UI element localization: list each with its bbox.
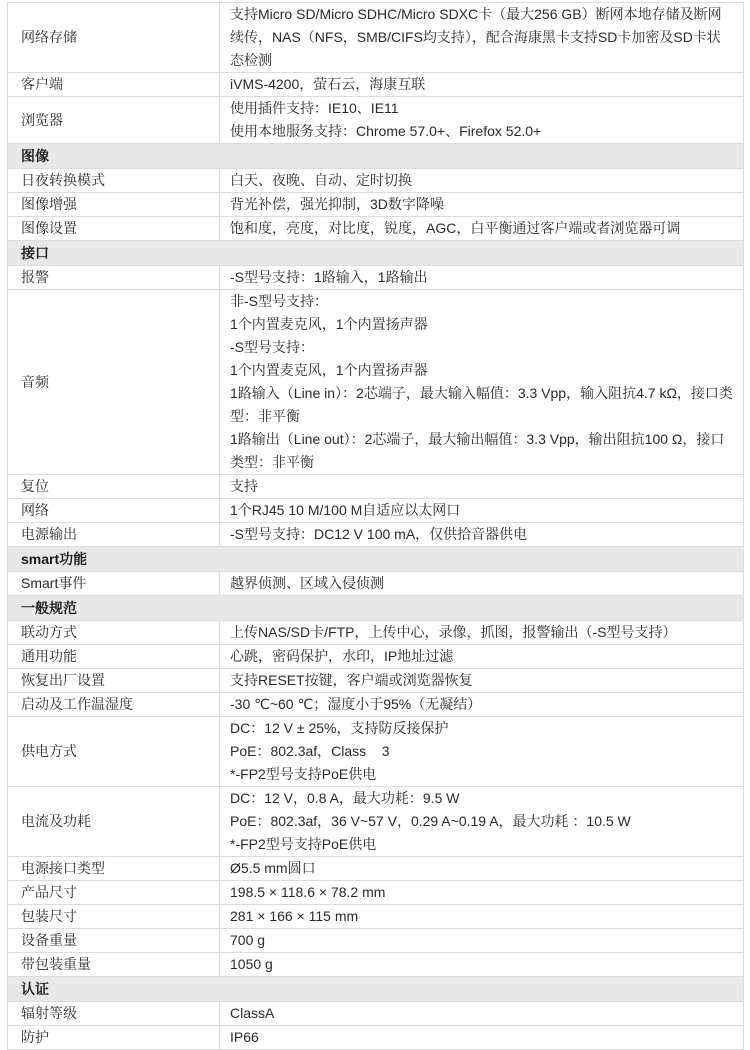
spec-table <box>7 2 744 1050</box>
spec-sheet <box>7 2 744 1050</box>
section-title: 认证 <box>8 977 744 1002</box>
spec-label-cell <box>8 217 220 241</box>
spec-label-cell <box>8 499 220 523</box>
spec-value <box>220 169 744 193</box>
spec-row <box>8 953 744 977</box>
spec-row <box>8 523 744 547</box>
spec-value <box>220 499 744 523</box>
spec-value-line: -S型号支持： <box>230 339 314 355</box>
spec-value-line: *-FP2型号支持PoE供电 <box>230 766 377 782</box>
spec-label-cell <box>8 669 220 693</box>
spec-row <box>8 290 744 475</box>
spec-row <box>8 572 744 596</box>
spec-row <box>8 905 744 929</box>
spec-value-line: 白天、夜晚、自动、定时切换 <box>230 172 412 188</box>
spec-value-line: -S型号支持：1路输入，1路输出 <box>230 269 428 285</box>
spec-label: 供电方式 <box>21 743 77 759</box>
spec-label: 图像设置 <box>21 220 77 236</box>
spec-label-cell <box>8 645 220 669</box>
spec-value-line: 越界侦测、区域入侵侦测 <box>230 575 384 591</box>
spec-row <box>8 881 744 905</box>
spec-label-cell <box>8 97 220 144</box>
spec-label-cell <box>8 717 220 787</box>
spec-value-line: PoE：802.3af，36 V~57 V，0.29 A~0.19 A，最大功耗 ：10.5 W <box>230 813 631 829</box>
spec-value-line: 1个RJ45 10 M/100 M自适应以太网口 <box>230 502 461 518</box>
spec-label: 浏览器 <box>21 111 63 128</box>
spec-label: 客户端 <box>21 76 63 92</box>
spec-value <box>220 3 744 73</box>
section-title: smart功能 <box>8 547 744 572</box>
spec-label-cell <box>8 193 220 217</box>
spec-label-cell <box>8 929 220 953</box>
spec-row <box>8 499 744 523</box>
spec-label: 电流及功耗 <box>21 813 91 829</box>
spec-value-line: 700 g <box>230 932 266 948</box>
spec-value <box>220 572 744 596</box>
spec-value <box>220 1026 744 1050</box>
spec-label: 通用功能 <box>21 648 77 664</box>
spec-value <box>220 621 744 645</box>
spec-label: 报警 <box>21 269 49 285</box>
spec-value-line: 281 × 166 × 115 mm <box>230 908 359 924</box>
spec-value-line: DC：12 V ± 25%，支持防反接保护 <box>230 720 449 736</box>
spec-label-cell <box>8 693 220 717</box>
spec-label-cell <box>8 3 220 73</box>
spec-value <box>220 787 744 857</box>
spec-row <box>8 1026 744 1050</box>
spec-row <box>8 475 744 499</box>
spec-table-body <box>8 3 744 1050</box>
spec-row <box>8 693 744 717</box>
spec-row <box>8 169 744 193</box>
spec-row <box>8 929 744 953</box>
spec-value <box>220 475 744 499</box>
spec-row <box>8 217 744 241</box>
spec-value-line: 使用本地服务支持：Chrome 57.0+、Firefox 52.0+ <box>230 123 542 139</box>
spec-value-line: PoE：802.3af，Class 3 <box>230 743 390 759</box>
spec-row <box>8 1002 744 1026</box>
spec-label: 产品尺寸 <box>21 884 77 900</box>
spec-value-line: 饱和度，亮度，对比度，锐度，AGC，白平衡通过客户端或者浏览器可调 <box>230 220 681 236</box>
spec-label: 网络存储 <box>21 29 77 45</box>
spec-label: 恢复出厂设置 <box>21 672 105 688</box>
spec-label-cell <box>8 1002 220 1026</box>
spec-value <box>220 717 744 787</box>
spec-label: 日夜转换模式 <box>21 172 105 188</box>
spec-label-cell <box>8 169 220 193</box>
spec-value <box>220 645 744 669</box>
spec-label-cell <box>8 572 220 596</box>
spec-label-cell <box>8 881 220 905</box>
spec-value-line: 非-S型号支持： <box>230 293 328 309</box>
spec-row <box>8 3 744 73</box>
spec-value-line: 支持RESET按键，客户端或浏览器恢复 <box>230 672 473 688</box>
spec-value-line: -30 ℃~60 ℃；湿度小于95%（无凝结） <box>230 696 482 712</box>
spec-label: 音频 <box>21 373 49 390</box>
spec-value-line: 1个内置麦克风，1个内置扬声器 <box>230 316 428 332</box>
spec-value-line: 支持 <box>230 478 258 494</box>
section-header-row <box>8 241 744 266</box>
spec-value-line: 使用插件支持：IE10、IE11 <box>230 100 399 116</box>
spec-row <box>8 266 744 290</box>
spec-row <box>8 669 744 693</box>
spec-label-cell <box>8 857 220 881</box>
spec-value-line: -S型号支持：DC12 V 100 mA，仅供拾音器供电 <box>230 526 528 542</box>
spec-value <box>220 97 744 144</box>
section-title: 图像 <box>8 144 744 169</box>
spec-row <box>8 97 744 144</box>
spec-label-cell <box>8 1026 220 1050</box>
spec-value-line: 198.5 × 118.6 × 78.2 mm <box>230 884 386 900</box>
spec-label-cell <box>8 905 220 929</box>
section-title: 一般规范 <box>8 596 744 621</box>
spec-value-line: 1个内置麦克风，1个内置扬声器 <box>230 362 428 378</box>
spec-label: 电源接口类型 <box>21 860 105 876</box>
spec-value-line: 上传NAS/SD卡/FTP，上传中心，录像，抓图，报警输出（-S型号支持） <box>230 624 677 640</box>
spec-value <box>220 881 744 905</box>
spec-value <box>220 290 744 475</box>
spec-value <box>220 523 744 547</box>
spec-label-cell <box>8 266 220 290</box>
spec-value-line: *-FP2型号支持PoE供电 <box>230 836 377 852</box>
spec-label: 网络 <box>21 502 49 518</box>
spec-label: 辐射等级 <box>21 1005 77 1021</box>
spec-value <box>220 929 744 953</box>
spec-value <box>220 193 744 217</box>
spec-value-line: 支持Micro SD/Micro SDHC/Micro SDXC卡（最大256 GB）断网本地存储及断网续传，NAS（NFS，SMB/CIFS均支持），配合海康黑卡支持SD卡加密及SD卡状态检测 <box>230 6 722 68</box>
spec-label-cell <box>8 953 220 977</box>
spec-label: 联动方式 <box>21 624 77 640</box>
spec-value-line: ClassA <box>230 1005 275 1021</box>
spec-label: 设备重量 <box>21 932 77 948</box>
spec-label-cell <box>8 523 220 547</box>
spec-label: 防护 <box>21 1029 49 1045</box>
spec-value-line: IP66 <box>230 1029 259 1045</box>
section-header-row <box>8 547 744 572</box>
spec-label: 电源输出 <box>21 526 77 542</box>
spec-value-line: Ø5.5 mm圆口 <box>230 860 316 876</box>
spec-row <box>8 193 744 217</box>
spec-value-line: 1路输出（Line out）：2芯端子，最大输出幅值：3.3 Vpp，输出阻抗100 Ω，接口类型：非平衡 <box>230 431 725 470</box>
spec-label-cell <box>8 290 220 475</box>
spec-row <box>8 857 744 881</box>
section-header-row <box>8 596 744 621</box>
spec-value <box>220 217 744 241</box>
spec-value <box>220 266 744 290</box>
spec-value <box>220 857 744 881</box>
spec-label: 图像增强 <box>21 196 77 212</box>
spec-row <box>8 645 744 669</box>
spec-value <box>220 693 744 717</box>
spec-label: Smart事件 <box>21 575 87 591</box>
spec-value-line: 背光补偿，强光抑制，3D数字降噪 <box>230 196 444 212</box>
spec-value-line: 1050 g <box>230 956 273 972</box>
spec-value-line: 心跳，密码保护，水印，IP地址过滤 <box>230 648 454 664</box>
spec-value-line: DC：12 V，0.8 A，最大功耗：9.5 W <box>230 790 460 806</box>
section-title: 接口 <box>8 241 744 266</box>
spec-value <box>220 669 744 693</box>
spec-row <box>8 787 744 857</box>
spec-value <box>220 73 744 97</box>
spec-label: 启动及工作温湿度 <box>21 696 133 712</box>
spec-value-line: iVMS-4200，萤石云，海康互联 <box>230 76 426 92</box>
spec-label: 包装尺寸 <box>21 908 77 924</box>
spec-label-cell <box>8 621 220 645</box>
spec-value <box>220 905 744 929</box>
section-header-row <box>8 144 744 169</box>
spec-label: 带包装重量 <box>21 956 91 972</box>
spec-row <box>8 717 744 787</box>
spec-label-cell <box>8 73 220 97</box>
section-header-row <box>8 977 744 1002</box>
spec-row <box>8 621 744 645</box>
spec-label: 复位 <box>21 478 49 494</box>
spec-value <box>220 953 744 977</box>
spec-label-cell <box>8 475 220 499</box>
spec-value <box>220 1002 744 1026</box>
spec-value-line: 1路输入（Line in）：2芯端子，最大输入幅值：3.3 Vpp，输入阻抗4.7 kΩ，接口类型：非平衡 <box>230 385 733 424</box>
spec-row <box>8 73 744 97</box>
spec-label-cell <box>8 787 220 857</box>
